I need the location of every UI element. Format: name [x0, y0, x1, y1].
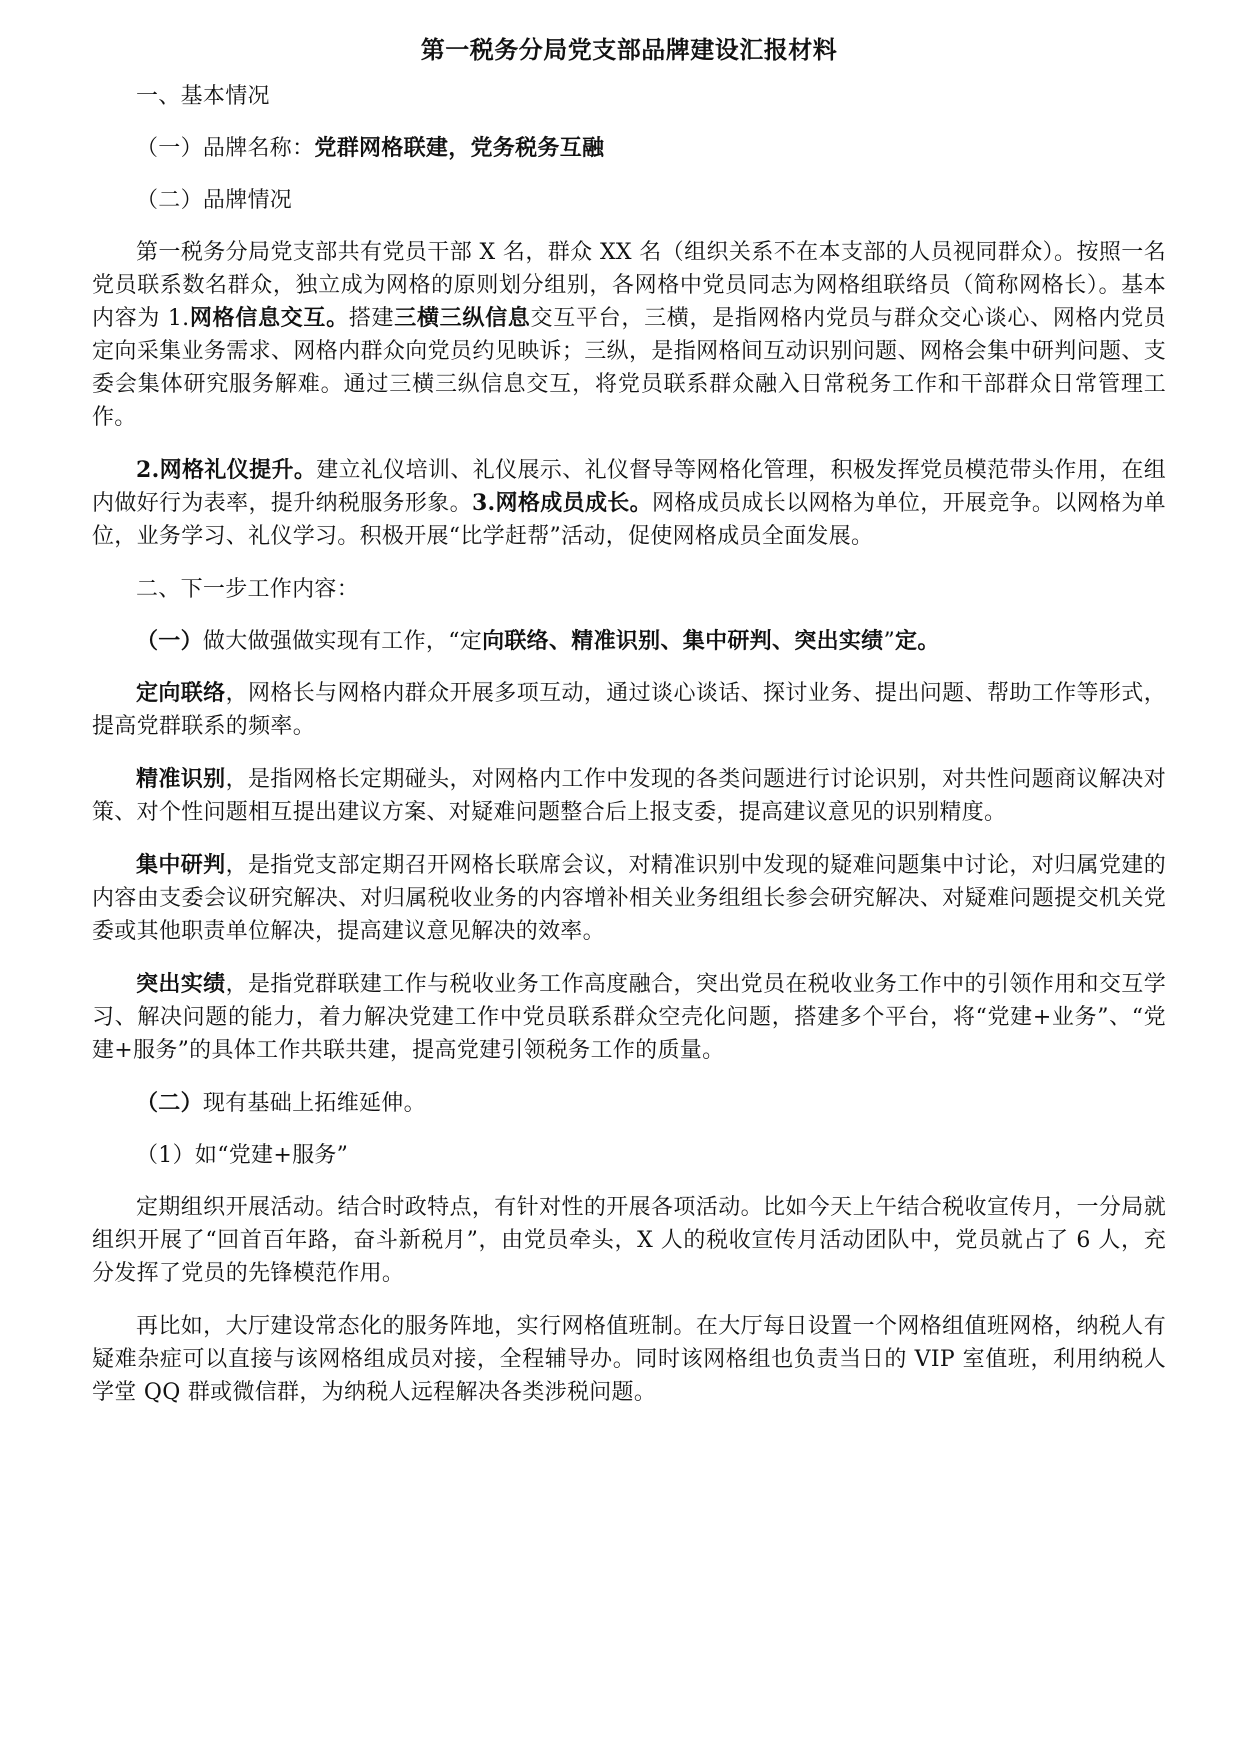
paragraph-text: 交互平台，三横，是指网格内党员与群众交心谈心、网格内党员定向采集业务需求、网格内群众向党员约见映诉；三纵，是指网格间互动识别问题、网格会集中研判问题、支委会集体研究服务解难。通过三横三纵信息交互，将党员联系群众融入日常税务工作和干部群众日常管理工作。	[92, 306, 1166, 430]
bold-text: 三横三纵信息	[394, 305, 531, 331]
brand-name-value: 党群网格联建，党务税务互融	[314, 135, 605, 161]
bold-text: 集中研判	[136, 852, 226, 878]
paragraph-text: 第一税务分局党支部共有党员干部 X 名，群众 XX 名（组织关系不在本支部的人员视同群众）。按照一名党员联系数名群众，独立成为网格的原则划分组别，各网格中党员同志为网格组联络员（简称网格长）。基本内容为 1.	[92, 240, 1166, 331]
brand-situation-heading: （二）品牌情况	[136, 188, 293, 213]
subsection-heading-1	[92, 625, 1166, 658]
document-body	[92, 30, 1166, 1429]
bold-text: 网格信息交互。	[189, 305, 349, 331]
paragraph-text: ，是指党支部定期召开网格长联席会议，对精准识别中发现的疑难问题集中讨论，对归属党建的内容由支委会议研究解决、对归属税收业务的内容增补相关业务组组长参会研究解决、对疑难问题提交机关党委或其他职责单位解决，提高建议意见解决的效率。	[92, 853, 1166, 944]
paragraph-activities: 定期组织开展活动。结合时政特点，有针对性的开展各项活动。比如今天上午结合税收宣传月，一分局就组织开展了“回首百年路，奋斗新税月”，由党员牵头，X 人的税收宣传月活动团队中，党员就占了 6 人，充分发挥了党员的先锋模范作用。	[92, 1195, 1166, 1286]
bold-text: 精准识别	[136, 766, 226, 792]
paragraph-text: 建立礼仪培训、礼仪展示、礼仪督导等网格化管理，积极发挥党员模范带头作用，在组内做好行为表率，提升纳税服务形象。	[92, 458, 1166, 516]
paragraph-text: ”	[883, 629, 896, 654]
paragraph-outstanding-results	[92, 968, 1166, 1067]
bold-text: （二）	[136, 1090, 203, 1116]
section-heading-basic: 一、基本情况	[136, 84, 270, 109]
paragraph-service-hall: 再比如，大厅建设常态化的服务阵地，实行网格值班制。在大厅每日设置一个网格组值班网格，纳税人有疑难杂症可以直接与该网格组成员对接，全程辅导办。同时该网格组也负责当日的 VIP 室值班，利用纳税人学堂 QQ 群或微信群，为纳税人远程解决各类涉税问题。	[92, 1314, 1166, 1405]
bold-text: 定向联络	[136, 680, 226, 706]
bold-text: 定。	[895, 628, 940, 654]
paragraph-text: 做大做强做实现有工作，“定	[202, 629, 483, 654]
paragraph-text: ，网格长与网格内群众开展多项互动，通过谈心谈话、探讨业务、提出问题、帮助工作等形式，提高党群联系的频率。	[92, 681, 1166, 739]
bold-text: （一）	[136, 628, 203, 654]
section-heading-next-steps: 二、下一步工作内容：	[136, 577, 360, 602]
brand-name-line	[92, 132, 1166, 165]
paragraph-text: ，是指网格长定期碰头，对网格内工作中发现的各类问题进行讨论识别，对共性问题商议解决对策、对个性问题相互提出建议方案、对疑难问题整合后上报支委，提高建议意见的识别精度。	[92, 767, 1166, 825]
bold-text: 2.网格礼仪提升。	[136, 457, 317, 483]
paragraph-directed-contact	[92, 677, 1166, 743]
bold-text: 突出实绩	[136, 971, 226, 997]
paragraph-text: 现有基础上拓维延伸。	[202, 1091, 426, 1116]
paragraph-text: 网格成员成长以网格为单位，开展竞争。以网格为单位，业务学习、礼仪学习。积极开展“比学赶帮”活动，促使网格成员全面发展。	[92, 491, 1166, 549]
document-title: 第一税务分局党支部品牌建设汇报材料	[420, 35, 838, 64]
paragraph-centralized-judgment	[92, 849, 1166, 948]
paragraph-party-members	[92, 236, 1166, 434]
bold-text: 3.网格成员成长。	[471, 490, 652, 516]
subsection-item-1: （1）如“党建+服务”	[136, 1143, 349, 1168]
subsection-heading-2	[92, 1087, 1166, 1120]
paragraph-text: 搭建	[348, 306, 395, 331]
paragraph-text: ，是指党群联建工作与税收业务工作高度融合，突出党员在税收业务工作中的引领作用和交互学习、解决问题的能力，着力解决党建工作中党员联系群众空壳化问题，搭建多个平台，将“党建+业务”、“党建+服务”的具体工作共联共建，提高党建引领税务工作的质量。	[92, 972, 1166, 1063]
bold-text: 向联络、精准识别、集中研判、突出实绩	[482, 628, 884, 654]
paragraph-etiquette-growth	[92, 454, 1166, 553]
paragraph-precise-identification	[92, 763, 1166, 829]
brand-name-label: （一）品牌名称：	[136, 136, 315, 161]
